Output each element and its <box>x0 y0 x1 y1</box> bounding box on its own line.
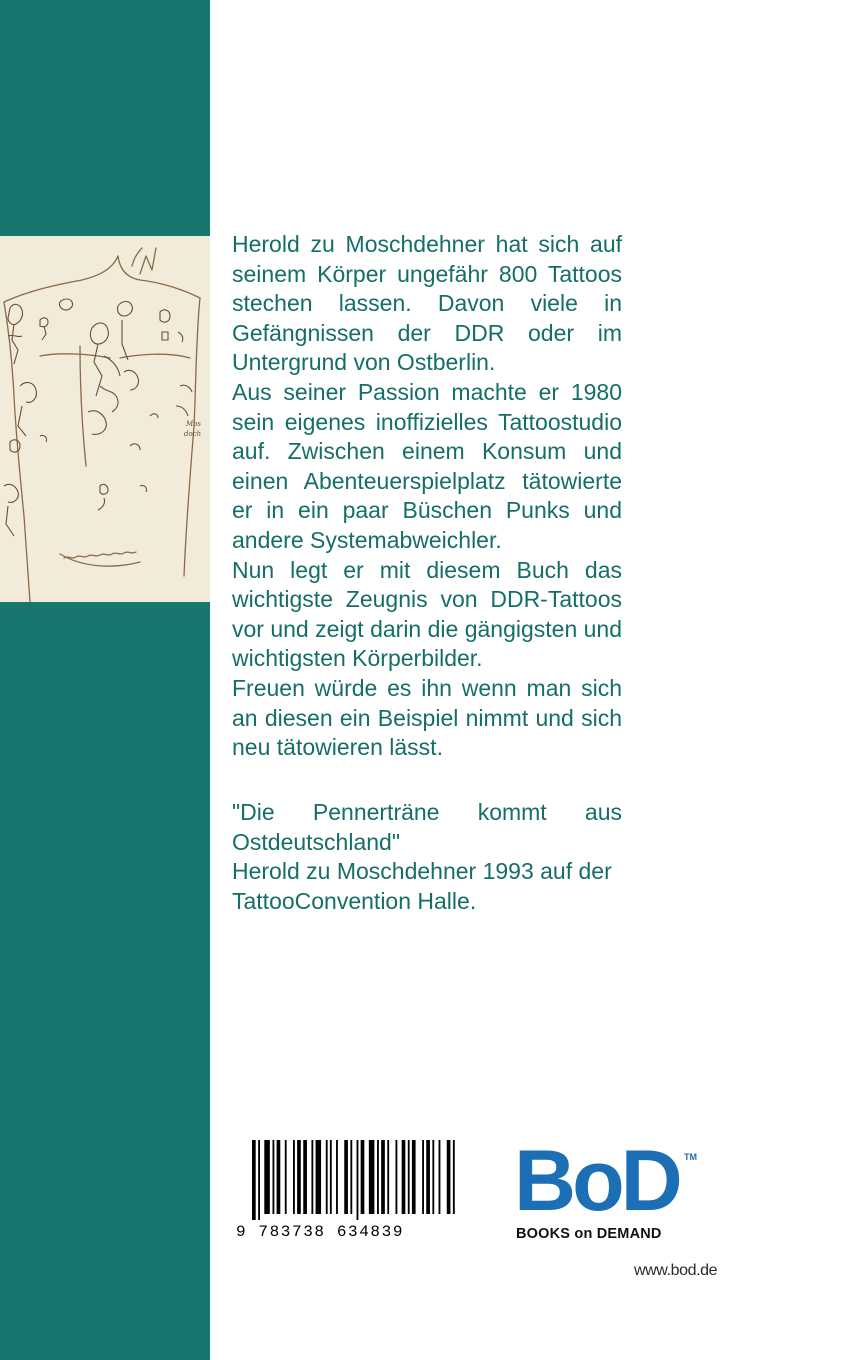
barcode-bar <box>293 1140 295 1214</box>
barcode-bar <box>453 1140 455 1214</box>
barcode-bar <box>326 1140 328 1214</box>
svg-text:doch: doch <box>184 430 202 438</box>
barcode-bar <box>361 1140 365 1214</box>
barcode-bar <box>336 1140 338 1214</box>
barcode-bar <box>369 1140 375 1214</box>
barcode-bars <box>250 1140 456 1220</box>
barcode-bar <box>252 1140 256 1220</box>
quote-block <box>232 798 622 916</box>
blurb-paragraph-2: Aus seiner Passion machte er 1980 sein eigenes inoffizielles Tattoostudio auf. Zwischen einem Konsum und einen Abenteuerspielplatz tätowierte er in ein paar Büschen Punks und andere Systemabweichler. <box>232 378 622 553</box>
bod-logo-text: BoD <box>514 1133 679 1229</box>
barcode-bar <box>408 1140 410 1214</box>
barcode-bar <box>447 1140 451 1214</box>
blurb-paragraph-4: Freuen würde es ihn wenn man sich an diesen ein Beispiel nimmt und sich neu tätowieren lässt. <box>232 674 622 761</box>
barcode-bar <box>396 1140 398 1214</box>
barcode-bar <box>432 1140 434 1214</box>
svg-text:Mos: Mos <box>186 420 201 428</box>
isbn-digits: 9 783738 634839 <box>236 1223 405 1241</box>
teal-side-band <box>0 0 210 1360</box>
barcode-bar <box>258 1140 260 1220</box>
bod-tagline: BOOKS on DEMAND <box>516 1226 662 1242</box>
barcode-bar <box>277 1140 281 1214</box>
blurb-paragraph-1: Herold zu Moschdehner hat sich auf seinem Körper ungefähr 800 Tattoos stechen lassen. Davon viele in Gefängnissen der DDR oder im Untergrund von Ostberlin. <box>232 231 622 376</box>
barcode-bar <box>264 1140 270 1214</box>
blurb-paragraph-3: Nun legt er mit diesem Buch das wichtigste Zeugnis von DDR-Tattoos vor und zeigt darin die gängigsten und wichtigsten Körperbilder. <box>232 556 623 672</box>
publisher-url: www.bod.de <box>634 1262 718 1279</box>
barcode-bar <box>350 1140 352 1214</box>
barcode-bar <box>381 1140 385 1214</box>
barcode-bar <box>412 1140 416 1214</box>
tattooed-torso-illustration <box>0 236 210 602</box>
tattooed-torso-drawing-icon <box>0 236 210 602</box>
barcode-bar <box>311 1140 313 1214</box>
barcode-bar <box>316 1140 322 1214</box>
barcode-bar <box>439 1140 441 1214</box>
quote-text: "Die Pennerträne kommt aus Ostdeutschland" <box>232 799 622 855</box>
barcode-bar <box>426 1140 430 1214</box>
isbn-barcode <box>232 1140 462 1250</box>
barcode-bar <box>303 1140 307 1214</box>
barcode-bar <box>377 1140 379 1214</box>
bod-trademark: TM <box>684 1152 697 1162</box>
barcode-bar <box>297 1140 301 1214</box>
bod-logo <box>514 1133 704 1250</box>
barcode-bar <box>285 1140 287 1214</box>
barcode-bar <box>422 1140 424 1214</box>
barcode-bar <box>330 1140 332 1214</box>
barcode-bar <box>402 1140 406 1214</box>
barcode-bar <box>357 1140 359 1220</box>
barcode-bar <box>387 1140 389 1214</box>
barcode-bar <box>344 1140 348 1214</box>
barcode-bar <box>273 1140 275 1214</box>
quote-attribution: Herold zu Moschdehner 1993 auf der TattooConvention Halle. <box>232 858 612 914</box>
blurb-text <box>232 230 622 763</box>
